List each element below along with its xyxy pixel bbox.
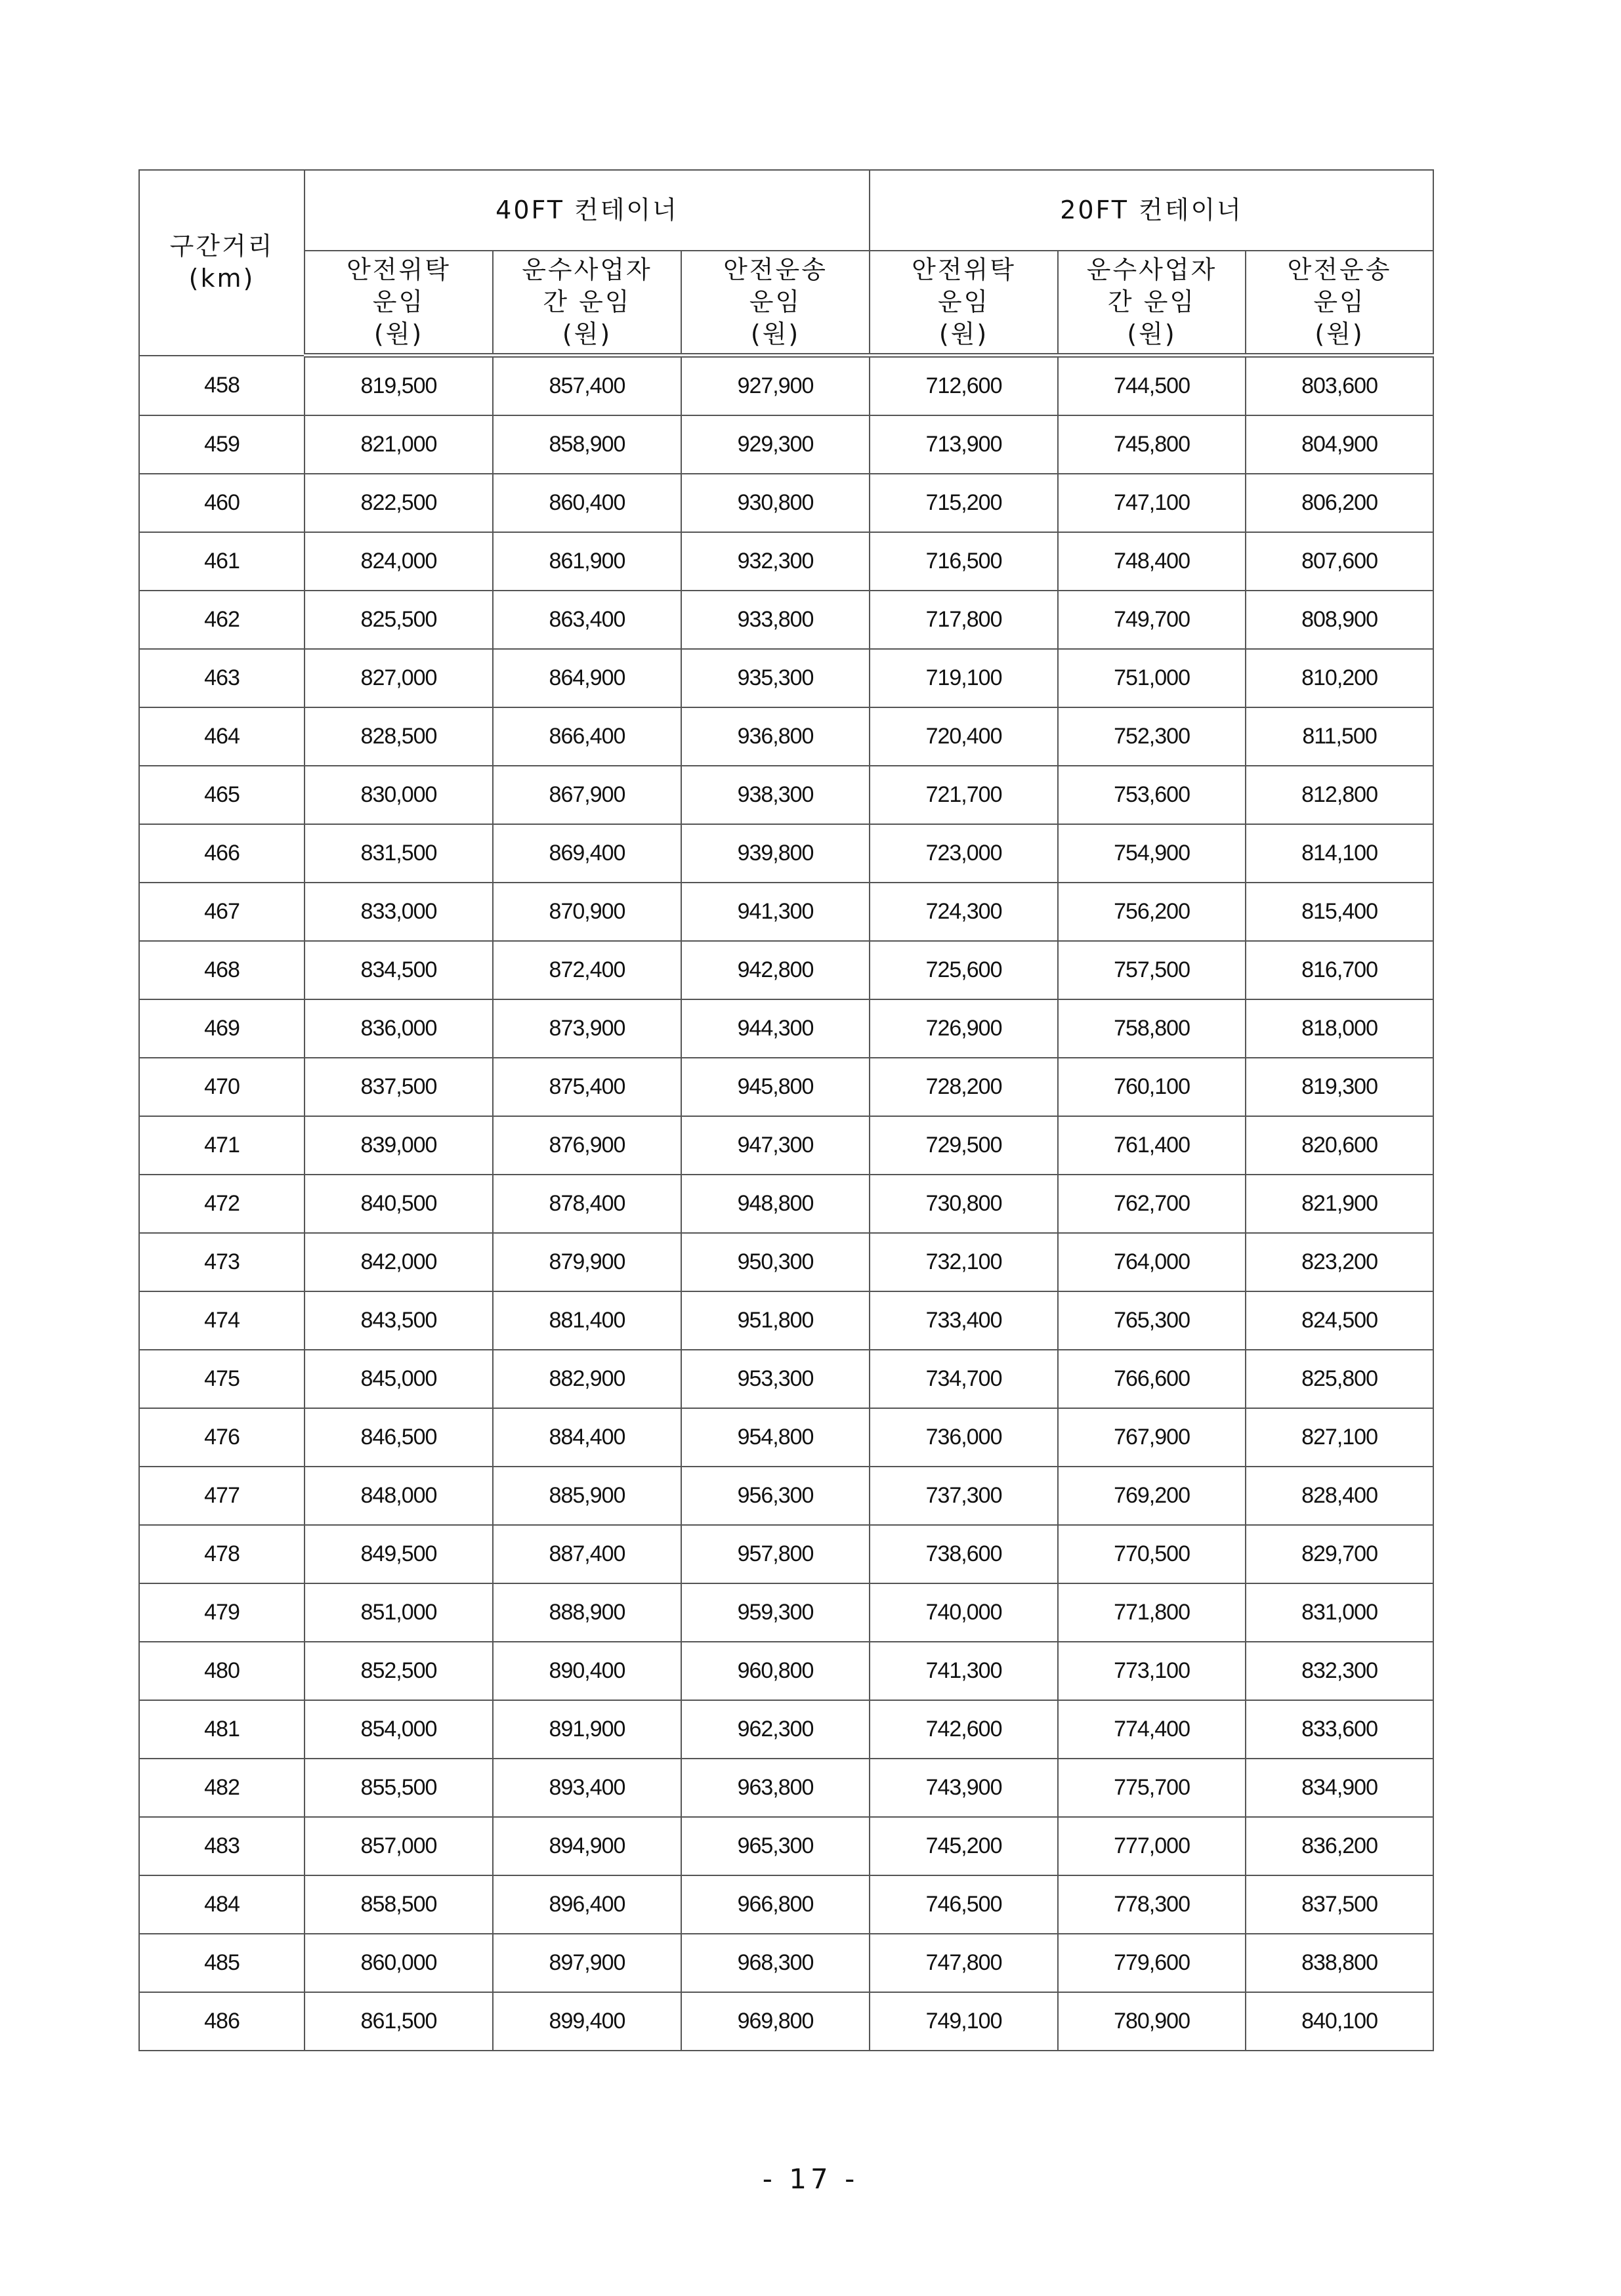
fare-20ft-transport: 816,700 bbox=[1246, 941, 1433, 999]
distance-cell: 477 bbox=[139, 1467, 305, 1525]
fare-20ft-consignment: 746,500 bbox=[870, 1875, 1058, 1934]
fare-40ft-transport: 927,900 bbox=[681, 356, 870, 416]
fare-20ft-consignment: 738,600 bbox=[870, 1525, 1058, 1583]
fare-40ft-transport: 930,800 bbox=[681, 474, 870, 532]
table-row bbox=[139, 824, 1433, 883]
fare-20ft-consignment: 728,200 bbox=[870, 1058, 1058, 1116]
sub-header-line: 간 운임 bbox=[543, 287, 631, 316]
table-row bbox=[139, 1992, 1433, 2051]
fare-20ft-carrier: 745,800 bbox=[1058, 415, 1246, 474]
distance-cell: 474 bbox=[139, 1291, 305, 1350]
fare-20ft-consignment: 720,400 bbox=[870, 707, 1058, 766]
group-header-40ft: 40FT 컨테이너 bbox=[305, 170, 870, 251]
fare-20ft-consignment: 737,300 bbox=[870, 1467, 1058, 1525]
fare-40ft-carrier: 879,900 bbox=[493, 1233, 681, 1291]
fare-20ft-carrier: 765,300 bbox=[1058, 1291, 1246, 1350]
fare-40ft-consignment: 828,500 bbox=[305, 707, 493, 766]
table-row bbox=[139, 941, 1433, 999]
fare-20ft-consignment: 716,500 bbox=[870, 532, 1058, 591]
fare-20ft-transport: 836,200 bbox=[1246, 1817, 1433, 1875]
table-row bbox=[139, 1934, 1433, 1992]
distance-cell: 461 bbox=[139, 532, 305, 591]
fare-40ft-consignment: 849,500 bbox=[305, 1525, 493, 1583]
distance-cell: 464 bbox=[139, 707, 305, 766]
fare-20ft-transport: 833,600 bbox=[1246, 1700, 1433, 1759]
fare-40ft-transport: 944,300 bbox=[681, 999, 870, 1058]
fare-20ft-transport: 819,300 bbox=[1246, 1058, 1433, 1116]
fare-20ft-transport: 807,600 bbox=[1246, 532, 1433, 591]
fare-40ft-carrier: 869,400 bbox=[493, 824, 681, 883]
fare-20ft-transport: 818,000 bbox=[1246, 999, 1433, 1058]
fare-40ft-carrier: 899,400 bbox=[493, 1992, 681, 2051]
fare-40ft-consignment: 839,000 bbox=[305, 1116, 493, 1175]
table-row bbox=[139, 1291, 1433, 1350]
fare-20ft-carrier: 752,300 bbox=[1058, 707, 1246, 766]
fare-20ft-carrier: 771,800 bbox=[1058, 1583, 1246, 1642]
fare-20ft-transport: 812,800 bbox=[1246, 766, 1433, 824]
fare-20ft-carrier: 770,500 bbox=[1058, 1525, 1246, 1583]
distance-cell: 476 bbox=[139, 1408, 305, 1467]
fare-20ft-transport: 821,900 bbox=[1246, 1175, 1433, 1233]
distance-cell: 482 bbox=[139, 1759, 305, 1817]
fare-20ft-carrier: 773,100 bbox=[1058, 1642, 1246, 1700]
fare-40ft-transport: 948,800 bbox=[681, 1175, 870, 1233]
distance-cell: 478 bbox=[139, 1525, 305, 1583]
fare-20ft-consignment: 747,800 bbox=[870, 1934, 1058, 1992]
table-row bbox=[139, 1233, 1433, 1291]
fare-20ft-carrier: 761,400 bbox=[1058, 1116, 1246, 1175]
fare-20ft-carrier: 769,200 bbox=[1058, 1467, 1246, 1525]
fare-20ft-transport: 832,300 bbox=[1246, 1642, 1433, 1700]
fare-40ft-transport: 960,800 bbox=[681, 1642, 870, 1700]
fare-20ft-carrier: 766,600 bbox=[1058, 1350, 1246, 1408]
fare-20ft-transport: 806,200 bbox=[1246, 474, 1433, 532]
distance-header bbox=[139, 170, 305, 356]
fare-40ft-carrier: 894,900 bbox=[493, 1817, 681, 1875]
fare-40ft-consignment: 837,500 bbox=[305, 1058, 493, 1116]
sub-header-line: (원) bbox=[373, 320, 424, 348]
distance-cell: 486 bbox=[139, 1992, 305, 2051]
sub-header-40ft-safe-consignment-fare bbox=[305, 251, 493, 356]
fare-20ft-transport: 838,800 bbox=[1246, 1934, 1433, 1992]
fare-40ft-carrier: 858,900 bbox=[493, 415, 681, 474]
fare-20ft-consignment: 729,500 bbox=[870, 1116, 1058, 1175]
fare-20ft-transport: 820,600 bbox=[1246, 1116, 1433, 1175]
fare-20ft-transport: 834,900 bbox=[1246, 1759, 1433, 1817]
table-row bbox=[139, 707, 1433, 766]
fare-40ft-consignment: 848,000 bbox=[305, 1467, 493, 1525]
table-row bbox=[139, 474, 1433, 532]
distance-cell: 465 bbox=[139, 766, 305, 824]
fare-20ft-carrier: 747,100 bbox=[1058, 474, 1246, 532]
distance-cell: 467 bbox=[139, 883, 305, 941]
fare-20ft-carrier: 764,000 bbox=[1058, 1233, 1246, 1291]
fare-20ft-carrier: 756,200 bbox=[1058, 883, 1246, 941]
fare-20ft-transport: 804,900 bbox=[1246, 415, 1433, 474]
fare-40ft-transport: 966,800 bbox=[681, 1875, 870, 1934]
fare-20ft-consignment: 724,300 bbox=[870, 883, 1058, 941]
table-row bbox=[139, 1116, 1433, 1175]
fare-20ft-carrier: 749,700 bbox=[1058, 591, 1246, 649]
fare-20ft-transport: 831,000 bbox=[1246, 1583, 1433, 1642]
fare-20ft-transport: 803,600 bbox=[1246, 356, 1433, 416]
fare-40ft-consignment: 855,500 bbox=[305, 1759, 493, 1817]
table-row bbox=[139, 1175, 1433, 1233]
fare-40ft-transport: 941,300 bbox=[681, 883, 870, 941]
group-header-20ft: 20FT 컨테이너 bbox=[870, 170, 1433, 251]
fare-20ft-carrier: 777,000 bbox=[1058, 1817, 1246, 1875]
fare-40ft-carrier: 867,900 bbox=[493, 766, 681, 824]
fare-40ft-transport: 956,300 bbox=[681, 1467, 870, 1525]
fare-20ft-consignment: 721,700 bbox=[870, 766, 1058, 824]
fare-20ft-carrier: 780,900 bbox=[1058, 1992, 1246, 2051]
fare-20ft-carrier: 744,500 bbox=[1058, 356, 1246, 416]
table-header bbox=[139, 170, 1433, 356]
fare-40ft-consignment: 836,000 bbox=[305, 999, 493, 1058]
fare-table bbox=[138, 169, 1434, 2051]
fare-40ft-consignment: 842,000 bbox=[305, 1233, 493, 1291]
fare-20ft-carrier: 760,100 bbox=[1058, 1058, 1246, 1116]
fare-40ft-carrier: 888,900 bbox=[493, 1583, 681, 1642]
fare-40ft-carrier: 897,900 bbox=[493, 1934, 681, 1992]
distance-cell: 460 bbox=[139, 474, 305, 532]
table-row bbox=[139, 1350, 1433, 1408]
table-row bbox=[139, 1583, 1433, 1642]
table-row bbox=[139, 1642, 1433, 1700]
fare-20ft-consignment: 712,600 bbox=[870, 356, 1058, 416]
table-row bbox=[139, 591, 1433, 649]
fare-20ft-transport: 814,100 bbox=[1246, 824, 1433, 883]
fare-20ft-consignment: 733,400 bbox=[870, 1291, 1058, 1350]
fare-40ft-consignment: 861,500 bbox=[305, 1992, 493, 2051]
fare-20ft-consignment: 741,300 bbox=[870, 1642, 1058, 1700]
sub-header-line: (원) bbox=[562, 320, 612, 348]
fare-40ft-carrier: 885,900 bbox=[493, 1467, 681, 1525]
fare-40ft-transport: 962,300 bbox=[681, 1700, 870, 1759]
fare-40ft-consignment: 819,500 bbox=[305, 356, 493, 416]
sub-header-40ft-carrier-fare bbox=[493, 251, 681, 356]
fare-40ft-consignment: 822,500 bbox=[305, 474, 493, 532]
fare-40ft-carrier: 896,400 bbox=[493, 1875, 681, 1934]
sub-header-line: 운임 bbox=[749, 287, 802, 316]
fare-40ft-consignment: 824,000 bbox=[305, 532, 493, 591]
table-row bbox=[139, 649, 1433, 707]
fare-40ft-transport: 935,300 bbox=[681, 649, 870, 707]
sub-header-40ft-safe-transport-fare bbox=[681, 251, 870, 356]
fare-40ft-transport: 939,800 bbox=[681, 824, 870, 883]
fare-40ft-transport: 933,800 bbox=[681, 591, 870, 649]
fare-20ft-transport: 810,200 bbox=[1246, 649, 1433, 707]
fare-40ft-transport: 932,300 bbox=[681, 532, 870, 591]
fare-40ft-consignment: 825,500 bbox=[305, 591, 493, 649]
fare-20ft-transport: 827,100 bbox=[1246, 1408, 1433, 1467]
fare-20ft-consignment: 719,100 bbox=[870, 649, 1058, 707]
table-row bbox=[139, 766, 1433, 824]
table-row bbox=[139, 999, 1433, 1058]
fare-40ft-consignment: 843,500 bbox=[305, 1291, 493, 1350]
fare-20ft-transport: 823,200 bbox=[1246, 1233, 1433, 1291]
distance-cell: 471 bbox=[139, 1116, 305, 1175]
fare-20ft-consignment: 717,800 bbox=[870, 591, 1058, 649]
fare-20ft-carrier: 762,700 bbox=[1058, 1175, 1246, 1233]
fare-20ft-consignment: 749,100 bbox=[870, 1992, 1058, 2051]
table-row bbox=[139, 532, 1433, 591]
fare-40ft-carrier: 861,900 bbox=[493, 532, 681, 591]
distance-cell: 458 bbox=[139, 356, 305, 416]
fare-40ft-consignment: 845,000 bbox=[305, 1350, 493, 1408]
fare-20ft-consignment: 723,000 bbox=[870, 824, 1058, 883]
fare-20ft-carrier: 774,400 bbox=[1058, 1700, 1246, 1759]
fare-20ft-consignment: 713,900 bbox=[870, 415, 1058, 474]
distance-cell: 485 bbox=[139, 1934, 305, 1992]
fare-40ft-carrier: 872,400 bbox=[493, 941, 681, 999]
fare-40ft-consignment: 860,000 bbox=[305, 1934, 493, 1992]
distance-cell: 479 bbox=[139, 1583, 305, 1642]
fare-20ft-consignment: 725,600 bbox=[870, 941, 1058, 999]
fare-20ft-consignment: 743,900 bbox=[870, 1759, 1058, 1817]
distance-cell: 459 bbox=[139, 415, 305, 474]
fare-20ft-carrier: 779,600 bbox=[1058, 1934, 1246, 1992]
fare-20ft-consignment: 734,700 bbox=[870, 1350, 1058, 1408]
fare-40ft-transport: 969,800 bbox=[681, 1992, 870, 2051]
fare-40ft-transport: 957,800 bbox=[681, 1525, 870, 1583]
sub-header-line: 간 운임 bbox=[1107, 287, 1196, 316]
fare-40ft-carrier: 873,900 bbox=[493, 999, 681, 1058]
fare-40ft-consignment: 834,500 bbox=[305, 941, 493, 999]
fare-40ft-carrier: 875,400 bbox=[493, 1058, 681, 1116]
fare-40ft-carrier: 891,900 bbox=[493, 1700, 681, 1759]
fare-40ft-carrier: 878,400 bbox=[493, 1175, 681, 1233]
fare-40ft-carrier: 864,900 bbox=[493, 649, 681, 707]
table-row bbox=[139, 356, 1433, 416]
fare-40ft-transport: 954,800 bbox=[681, 1408, 870, 1467]
fare-20ft-carrier: 758,800 bbox=[1058, 999, 1246, 1058]
fare-40ft-consignment: 831,500 bbox=[305, 824, 493, 883]
fare-20ft-transport: 825,800 bbox=[1246, 1350, 1433, 1408]
distance-cell: 463 bbox=[139, 649, 305, 707]
fare-20ft-transport: 808,900 bbox=[1246, 591, 1433, 649]
distance-cell: 484 bbox=[139, 1875, 305, 1934]
fare-40ft-transport: 951,800 bbox=[681, 1291, 870, 1350]
sub-header-line: 운수사업자 bbox=[522, 255, 652, 284]
fare-20ft-carrier: 748,400 bbox=[1058, 532, 1246, 591]
fare-20ft-transport: 828,400 bbox=[1246, 1467, 1433, 1525]
fare-40ft-transport: 942,800 bbox=[681, 941, 870, 999]
fare-40ft-consignment: 851,000 bbox=[305, 1583, 493, 1642]
fare-40ft-carrier: 882,900 bbox=[493, 1350, 681, 1408]
fare-20ft-consignment: 732,100 bbox=[870, 1233, 1058, 1291]
fare-40ft-carrier: 870,900 bbox=[493, 883, 681, 941]
fare-40ft-consignment: 858,500 bbox=[305, 1875, 493, 1934]
fare-40ft-consignment: 833,000 bbox=[305, 883, 493, 941]
fare-20ft-consignment: 726,900 bbox=[870, 999, 1058, 1058]
fare-40ft-carrier: 857,400 bbox=[493, 356, 681, 416]
table-row bbox=[139, 1525, 1433, 1583]
fare-40ft-carrier: 893,400 bbox=[493, 1759, 681, 1817]
distance-cell: 480 bbox=[139, 1642, 305, 1700]
fare-40ft-transport: 965,300 bbox=[681, 1817, 870, 1875]
distance-cell: 470 bbox=[139, 1058, 305, 1116]
fare-40ft-consignment: 852,500 bbox=[305, 1642, 493, 1700]
sub-header-line: 운임 bbox=[372, 287, 425, 316]
fare-40ft-carrier: 866,400 bbox=[493, 707, 681, 766]
sub-header-line: (원) bbox=[750, 320, 801, 348]
fare-40ft-carrier: 860,400 bbox=[493, 474, 681, 532]
fare-20ft-consignment: 715,200 bbox=[870, 474, 1058, 532]
table-row bbox=[139, 1759, 1433, 1817]
sub-header-row bbox=[139, 251, 1433, 356]
fare-20ft-carrier: 751,000 bbox=[1058, 649, 1246, 707]
sub-header-line: 안전위탁 bbox=[347, 255, 451, 284]
fare-20ft-transport: 815,400 bbox=[1246, 883, 1433, 941]
distance-header-label: 구간거리 bbox=[169, 232, 274, 261]
fare-40ft-carrier: 881,400 bbox=[493, 1291, 681, 1350]
table-row bbox=[139, 1817, 1433, 1875]
fare-20ft-carrier: 754,900 bbox=[1058, 824, 1246, 883]
distance-cell: 468 bbox=[139, 941, 305, 999]
distance-cell: 462 bbox=[139, 591, 305, 649]
fare-40ft-transport: 959,300 bbox=[681, 1583, 870, 1642]
distance-cell: 466 bbox=[139, 824, 305, 883]
page-number: - 17 - bbox=[762, 2163, 859, 2195]
fare-20ft-carrier: 767,900 bbox=[1058, 1408, 1246, 1467]
sub-header-line: (원) bbox=[1315, 320, 1364, 348]
fare-20ft-carrier: 757,500 bbox=[1058, 941, 1246, 999]
distance-cell: 475 bbox=[139, 1350, 305, 1408]
fare-40ft-carrier: 887,400 bbox=[493, 1525, 681, 1583]
fare-40ft-transport: 963,800 bbox=[681, 1759, 870, 1817]
distance-cell: 481 bbox=[139, 1700, 305, 1759]
sub-header-line: 운임 bbox=[937, 287, 990, 316]
fare-20ft-transport: 829,700 bbox=[1246, 1525, 1433, 1583]
fare-20ft-consignment: 745,200 bbox=[870, 1817, 1058, 1875]
fare-20ft-carrier: 775,700 bbox=[1058, 1759, 1246, 1817]
fare-40ft-transport: 945,800 bbox=[681, 1058, 870, 1116]
sub-header-line: 운수사업자 bbox=[1086, 255, 1217, 284]
sub-header-line: (원) bbox=[938, 320, 989, 348]
fare-20ft-transport: 824,500 bbox=[1246, 1291, 1433, 1350]
fare-40ft-consignment: 846,500 bbox=[305, 1408, 493, 1467]
table-row bbox=[139, 1467, 1433, 1525]
fare-20ft-transport: 811,500 bbox=[1246, 707, 1433, 766]
fare-20ft-consignment: 730,800 bbox=[870, 1175, 1058, 1233]
fare-40ft-transport: 950,300 bbox=[681, 1233, 870, 1291]
fare-40ft-carrier: 863,400 bbox=[493, 591, 681, 649]
fare-40ft-carrier: 876,900 bbox=[493, 1116, 681, 1175]
fare-40ft-consignment: 840,500 bbox=[305, 1175, 493, 1233]
fare-40ft-consignment: 854,000 bbox=[305, 1700, 493, 1759]
fare-20ft-consignment: 736,000 bbox=[870, 1408, 1058, 1467]
fare-40ft-transport: 968,300 bbox=[681, 1934, 870, 1992]
distance-header-unit: (km) bbox=[188, 264, 255, 293]
fare-20ft-transport: 837,500 bbox=[1246, 1875, 1433, 1934]
fare-40ft-transport: 953,300 bbox=[681, 1350, 870, 1408]
distance-cell: 472 bbox=[139, 1175, 305, 1233]
sub-header-20ft-safe-consignment-fare bbox=[870, 251, 1058, 356]
sub-header-line: 안전운송 bbox=[1287, 255, 1392, 284]
table-row bbox=[139, 415, 1433, 474]
fare-40ft-consignment: 857,000 bbox=[305, 1817, 493, 1875]
sub-header-20ft-carrier-fare bbox=[1058, 251, 1246, 356]
fare-40ft-transport: 947,300 bbox=[681, 1116, 870, 1175]
distance-cell: 473 bbox=[139, 1233, 305, 1291]
fare-40ft-transport: 938,300 bbox=[681, 766, 870, 824]
sub-header-line: 안전위탁 bbox=[912, 255, 1016, 284]
fare-40ft-transport: 936,800 bbox=[681, 707, 870, 766]
sub-header-line: 운임 bbox=[1313, 287, 1366, 316]
table-row bbox=[139, 1875, 1433, 1934]
sub-header-20ft-safe-transport-fare bbox=[1246, 251, 1433, 356]
distance-cell: 483 bbox=[139, 1817, 305, 1875]
table-body bbox=[139, 356, 1433, 2051]
fare-40ft-consignment: 827,000 bbox=[305, 649, 493, 707]
fare-40ft-carrier: 890,400 bbox=[493, 1642, 681, 1700]
distance-cell: 469 bbox=[139, 999, 305, 1058]
table-row bbox=[139, 883, 1433, 941]
sub-header-line: 안전운송 bbox=[723, 255, 828, 284]
fare-40ft-carrier: 884,400 bbox=[493, 1408, 681, 1467]
fare-20ft-carrier: 753,600 bbox=[1058, 766, 1246, 824]
table-row bbox=[139, 1058, 1433, 1116]
fare-20ft-consignment: 740,000 bbox=[870, 1583, 1058, 1642]
sub-header-line: (원) bbox=[1127, 320, 1177, 348]
fare-20ft-consignment: 742,600 bbox=[870, 1700, 1058, 1759]
table-row bbox=[139, 1700, 1433, 1759]
fare-40ft-transport: 929,300 bbox=[681, 415, 870, 474]
table-row bbox=[139, 1408, 1433, 1467]
fare-40ft-consignment: 830,000 bbox=[305, 766, 493, 824]
fare-20ft-transport: 840,100 bbox=[1246, 1992, 1433, 2051]
fare-20ft-carrier: 778,300 bbox=[1058, 1875, 1246, 1934]
fare-40ft-consignment: 821,000 bbox=[305, 415, 493, 474]
